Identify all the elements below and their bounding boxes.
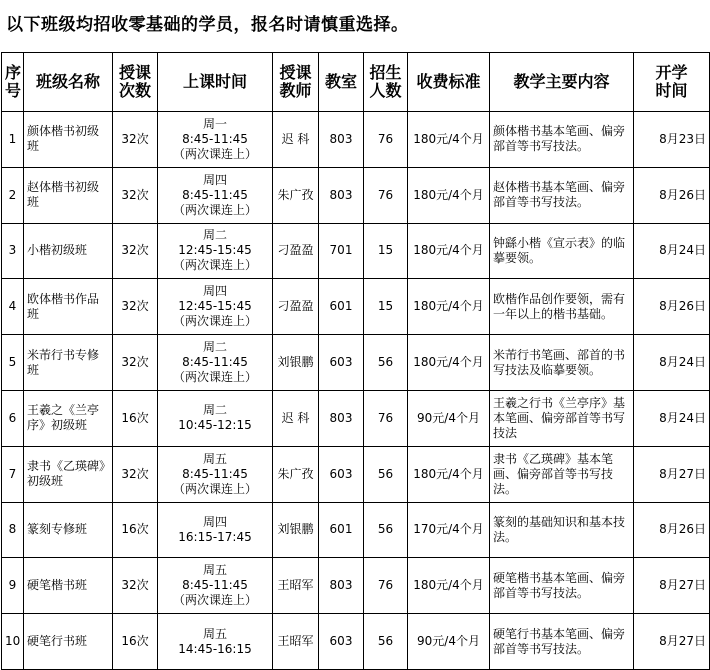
header-class-name: 班级名称	[24, 53, 113, 112]
cell-classroom: 803	[319, 167, 364, 223]
table-row	[2, 279, 710, 335]
cell-quota: 76	[364, 390, 408, 446]
header-seq: 序 号	[2, 53, 24, 112]
cell-quota: 56	[364, 614, 408, 670]
cell-class-name: 隶书《乙瑛碑》初级班	[24, 446, 113, 502]
cell-quota: 76	[364, 167, 408, 223]
header-start-date: 开学 时间	[634, 53, 710, 112]
cell-class-time: 周二 8:45-11:45 （两次课连上）	[158, 335, 273, 391]
cell-classroom: 601	[319, 502, 364, 558]
cell-classroom: 701	[319, 223, 364, 279]
cell-sessions: 16次	[113, 502, 158, 558]
cell-sessions: 32次	[113, 446, 158, 502]
header-content: 教学主要内容	[490, 53, 634, 112]
cell-fee: 90元/4个月	[408, 614, 490, 670]
table-row	[2, 167, 710, 223]
cell-sessions: 32次	[113, 335, 158, 391]
cell-fee: 180元/4个月	[408, 167, 490, 223]
cell-classroom: 803	[319, 112, 364, 168]
cell-classroom: 603	[319, 446, 364, 502]
cell-sessions: 32次	[113, 167, 158, 223]
table-row	[2, 614, 710, 670]
cell-classroom: 803	[319, 390, 364, 446]
cell-teacher: 朱广孜	[273, 167, 319, 223]
cell-sessions: 32次	[113, 223, 158, 279]
cell-seq: 5	[2, 335, 24, 391]
cell-class-name: 赵体楷书初级班	[24, 167, 113, 223]
cell-start-date: 8月26日	[634, 279, 710, 335]
cell-content: 篆刻的基础知识和基本技法。	[490, 502, 634, 558]
cell-class-name: 米芾行书专修班	[24, 335, 113, 391]
cell-quota: 76	[364, 558, 408, 614]
table-row	[2, 446, 710, 502]
cell-seq: 3	[2, 223, 24, 279]
cell-sessions: 32次	[113, 558, 158, 614]
cell-seq: 4	[2, 279, 24, 335]
cell-class-name: 篆刻专修班	[24, 502, 113, 558]
cell-quota: 56	[364, 335, 408, 391]
header-row	[2, 53, 710, 112]
cell-class-name: 颜体楷书初级班	[24, 112, 113, 168]
cell-fee: 180元/4个月	[408, 112, 490, 168]
cell-start-date: 8月27日	[634, 446, 710, 502]
header-teacher: 授课 教师	[273, 53, 319, 112]
cell-content: 欧楷作品创作要领，需有一年以上的楷书基础。	[490, 279, 634, 335]
cell-class-time: 周二 10:45-12:15	[158, 390, 273, 446]
table-row	[2, 112, 710, 168]
cell-quota: 15	[364, 223, 408, 279]
cell-fee: 180元/4个月	[408, 279, 490, 335]
cell-content: 硬笔楷书基本笔画、偏旁部首等书写技法。	[490, 558, 634, 614]
cell-class-time: 周五 8:45-11:45 （两次课连上）	[158, 446, 273, 502]
cell-start-date: 8月23日	[634, 112, 710, 168]
cell-class-time: 周四 16:15-17:45	[158, 502, 273, 558]
cell-sessions: 16次	[113, 390, 158, 446]
cell-start-date: 8月26日	[634, 167, 710, 223]
cell-classroom: 603	[319, 335, 364, 391]
cell-start-date: 8月24日	[634, 223, 710, 279]
cell-classroom: 803	[319, 558, 364, 614]
cell-class-name: 硬笔楷书班	[24, 558, 113, 614]
cell-classroom: 601	[319, 279, 364, 335]
cell-teacher: 刁盈盈	[273, 279, 319, 335]
cell-teacher: 刘银鹏	[273, 502, 319, 558]
cell-class-time: 周四 8:45-11:45 （两次课连上）	[158, 167, 273, 223]
cell-content: 米芾行书笔画、部首的书写技法及临摹要领。	[490, 335, 634, 391]
cell-start-date: 8月26日	[634, 502, 710, 558]
cell-class-time: 周五 8:45-11:45 （两次课连上）	[158, 558, 273, 614]
cell-seq: 9	[2, 558, 24, 614]
cell-content: 王羲之行书《兰亭序》基本笔画、偏旁部首等书写技法	[490, 390, 634, 446]
cell-fee: 180元/4个月	[408, 335, 490, 391]
cell-sessions: 16次	[113, 614, 158, 670]
cell-quota: 56	[364, 446, 408, 502]
cell-seq: 6	[2, 390, 24, 446]
cell-teacher: 刘银鹏	[273, 335, 319, 391]
cell-teacher: 王昭军	[273, 614, 319, 670]
table-row	[2, 502, 710, 558]
table-row	[2, 390, 710, 446]
cell-quota: 56	[364, 502, 408, 558]
cell-fee: 180元/4个月	[408, 558, 490, 614]
cell-start-date: 8月27日	[634, 614, 710, 670]
cell-start-date: 8月24日	[634, 335, 710, 391]
page-title: 以下班级均招收零基础的学员，报名时请慎重选择。	[6, 15, 409, 35]
header-classroom: 教室	[319, 53, 364, 112]
cell-content: 颜体楷书基本笔画、偏旁部首等书写技法。	[490, 112, 634, 168]
cell-fee: 180元/4个月	[408, 223, 490, 279]
cell-fee: 90元/4个月	[408, 390, 490, 446]
cell-fee: 180元/4个月	[408, 446, 490, 502]
header-sessions: 授课 次数	[113, 53, 158, 112]
cell-teacher: 迟 科	[273, 112, 319, 168]
cell-teacher: 刁盈盈	[273, 223, 319, 279]
cell-seq: 2	[2, 167, 24, 223]
cell-class-time: 周二 12:45-15:45 （两次课连上）	[158, 223, 273, 279]
cell-teacher: 朱广孜	[273, 446, 319, 502]
cell-sessions: 32次	[113, 279, 158, 335]
cell-teacher: 王昭军	[273, 558, 319, 614]
cell-content: 隶书《乙瑛碑》基本笔画、偏旁部首等书写技法。	[490, 446, 634, 502]
table-row	[2, 223, 710, 279]
cell-class-time: 周四 12:45-15:45 （两次课连上）	[158, 279, 273, 335]
cell-content: 钟繇小楷《宣示表》的临摹要领。	[490, 223, 634, 279]
cell-seq: 1	[2, 112, 24, 168]
header-quota: 招生 人数	[364, 53, 408, 112]
cell-class-name: 小楷初级班	[24, 223, 113, 279]
header-fee: 收费标准	[408, 53, 490, 112]
cell-class-name: 硬笔行书班	[24, 614, 113, 670]
cell-quota: 15	[364, 279, 408, 335]
cell-start-date: 8月27日	[634, 558, 710, 614]
cell-content: 赵体楷书基本笔画、偏旁部首等书写技法。	[490, 167, 634, 223]
table-row	[2, 558, 710, 614]
cell-seq: 10	[2, 614, 24, 670]
cell-fee: 170元/4个月	[408, 502, 490, 558]
table-row	[2, 335, 710, 391]
schedule-table	[1, 52, 710, 670]
cell-teacher: 迟 科	[273, 390, 319, 446]
cell-class-time: 周一 8:45-11:45 （两次课连上）	[158, 112, 273, 168]
cell-quota: 76	[364, 112, 408, 168]
cell-class-time: 周五 14:45-16:15	[158, 614, 273, 670]
cell-sessions: 32次	[113, 112, 158, 168]
cell-content: 硬笔行书基本笔画、偏旁部首等书写技法。	[490, 614, 634, 670]
cell-classroom: 603	[319, 614, 364, 670]
cell-start-date: 8月24日	[634, 390, 710, 446]
cell-seq: 8	[2, 502, 24, 558]
header-class-time: 上课时间	[158, 53, 273, 112]
cell-class-name: 欧体楷书作品班	[24, 279, 113, 335]
cell-class-name: 王羲之《兰亭序》初级班	[24, 390, 113, 446]
cell-seq: 7	[2, 446, 24, 502]
